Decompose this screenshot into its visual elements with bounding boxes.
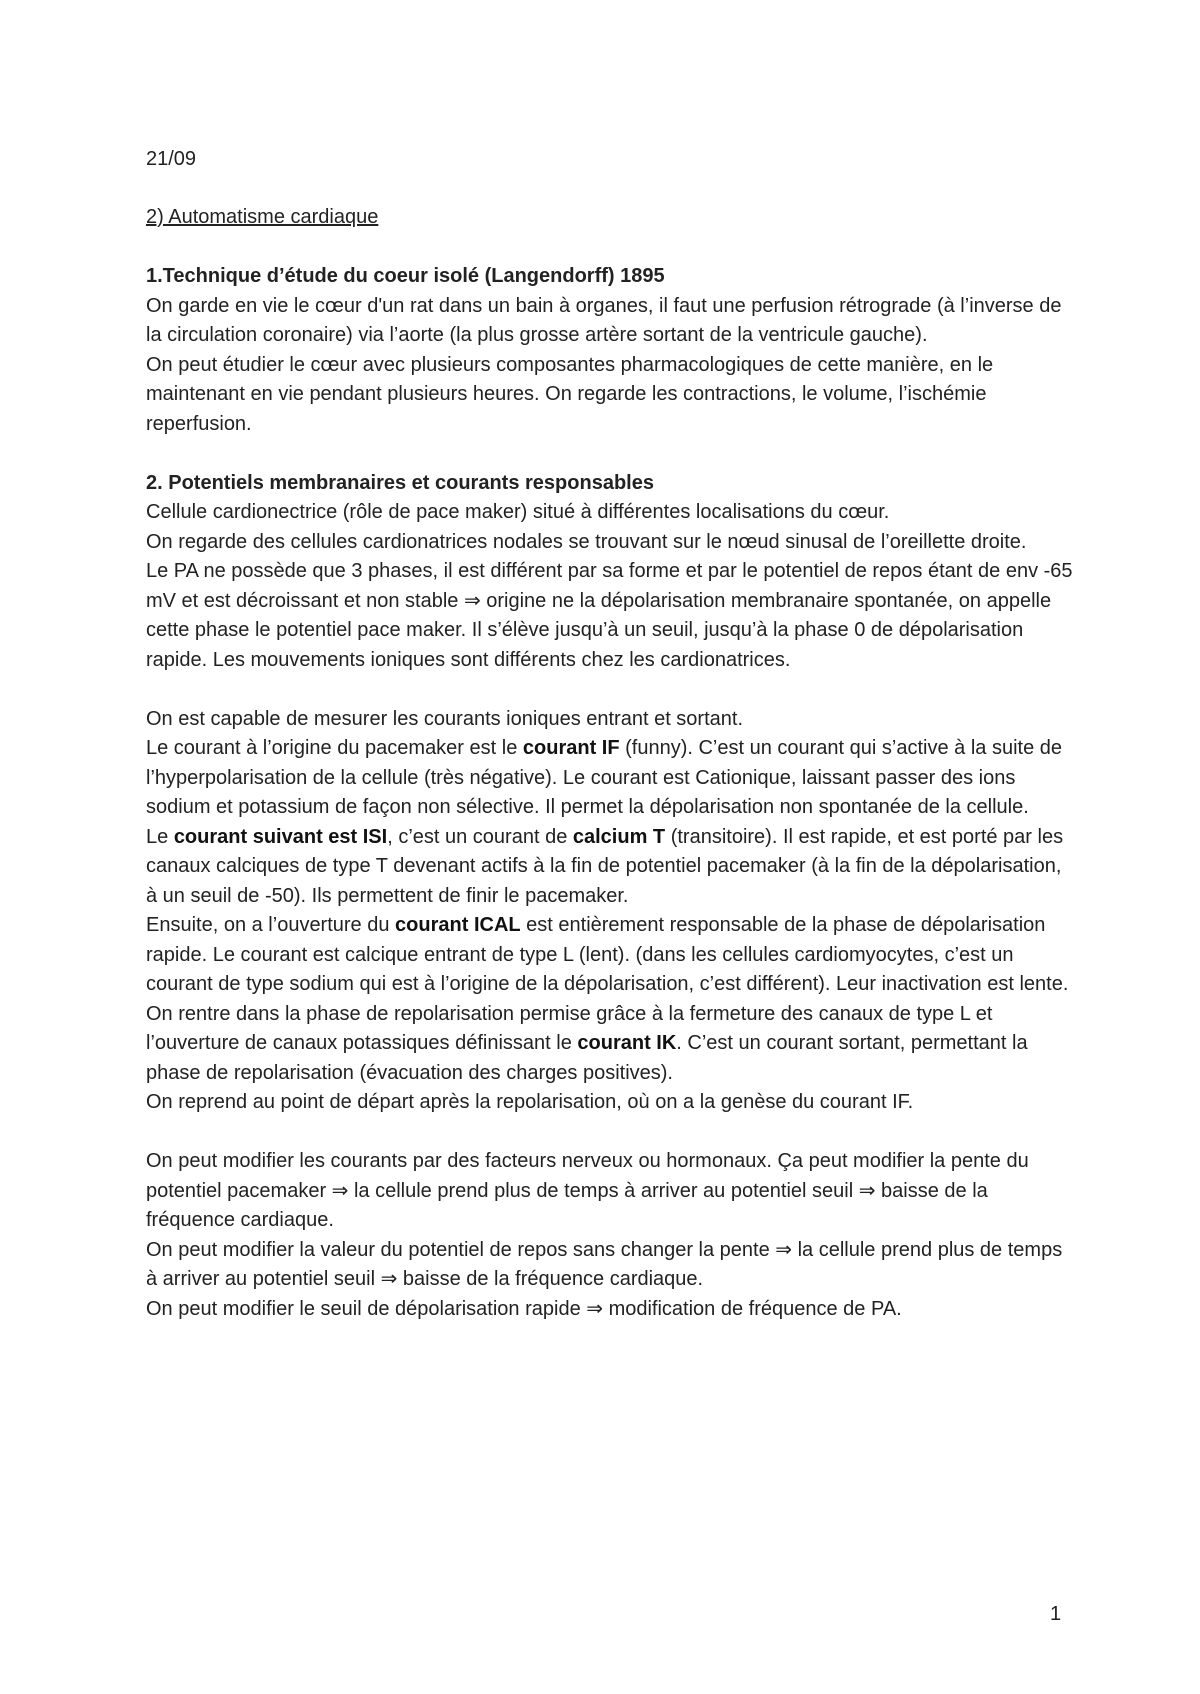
paragraph: On peut modifier le seuil de dépolarisation rapide ⇒ modification de fréquence de PA. — [146, 1297, 902, 1320]
bold-term: courant suivant est ISI — [173, 825, 388, 848]
text-run: Le — [146, 825, 174, 848]
paragraph-courant-ical — [146, 911, 1076, 1000]
paragraph: On peut modifier la valeur du potentiel de repos sans changer la pente ⇒ la cellule prend plus de temps à arriver au potentiel seuil ⇒ baisse de la fréquence cardiaque. — [146, 1238, 1063, 1290]
bold-term: calcium T — [572, 825, 666, 848]
text-run: (funny). C’est un courant qui s’active à la suite de l’hyperpolarisation de la cellule (très négative). Le courant est Cationique, laissant passer des ions sodium et potassium de façon non sélective. Il permet la dépolarisation non spontanée de la cellule. — [146, 737, 1063, 818]
chapter-title: 2) Automatisme cardiaque — [146, 206, 379, 228]
text-run: (transitoire). Il est rapide, et est porté par les canaux calciques de type T devenant actifs à la fin de potentiel pacemaker (à la fin de la dépolarisation, à un seuil de -50). Ils permettent de finir le pacemaker. — [146, 825, 1064, 907]
paragraph: On regarde des cellules cardionatrices nodales se trouvant sur le nœud sinusal de l’oreillette droite. — [146, 530, 1027, 553]
paragraph: On reprend au point de départ après la repolarisation, où on a la genèse du courant IF. — [146, 1091, 914, 1113]
text-run: est entièrement responsable de la phase de dépolarisation rapide. Le courant est calcique entrant de type L (lent). (dans les cellules cardiomyocytes, c’est un courant de type sodium qui est à l’origine de la dépolarisation, c’est différent). Leur inactivation est lente. — [146, 914, 1069, 995]
text-run: Ensuite, on a l’ouverture du — [146, 914, 396, 936]
section-1-heading: 1.Technique d’étude du coeur isolé (Langendorff) 1895 — [146, 265, 665, 287]
paragraph: Cellule cardionectrice (rôle de pace maker) situé à différentes localisations du cœur. — [146, 501, 890, 523]
paragraph: On peut étudier le cœur avec plusieurs composantes pharmacologiques de cette manière, en le maintenant en vie pendant plusieurs heures. On regarde les contractions, le volume, l’ischémie reperfusion. — [146, 353, 994, 435]
bold-term: courant ICAL — [395, 914, 521, 936]
text-run: Le courant à l’origine du pacemaker est le — [146, 737, 523, 759]
bold-term: courant IF — [522, 737, 620, 759]
document-body — [146, 262, 1076, 1324]
paragraph: On peut modifier les courants par des facteurs nerveux ou hormonaux. Ça peut modifier la pente du potentiel pacemaker ⇒ la cellule prend plus de temps à arriver au potentiel seuil ⇒ baisse de la fréquence cardiaque. — [146, 1150, 1029, 1231]
text-run: , c’est un courant de — [387, 825, 573, 848]
blank-line — [146, 1118, 1076, 1148]
bold-term: courant IK — [577, 1032, 677, 1054]
blank-line — [146, 675, 1076, 705]
date: 21/09 — [146, 148, 197, 170]
paragraph: On est capable de mesurer les courants ioniques entrant et sortant. — [146, 707, 744, 730]
section-2-heading: 2. Potentiels membranaires et courants responsables — [146, 471, 654, 494]
paragraph-courant-ik — [146, 1000, 1076, 1089]
blank-line — [146, 439, 1076, 469]
text-run: . C’est un courant sortant, permettant la phase de repolarisation (évacuation des charges positives). — [146, 1032, 1028, 1084]
paragraph-courant-isi — [146, 823, 1076, 912]
page-number: 1 — [1050, 1603, 1062, 1625]
paragraph-courant-if — [146, 734, 1076, 823]
paragraph: Le PA ne possède que 3 phases, il est différent par sa forme et par le potentiel de repos étant de env -65 mV et est décroissant et non stable ⇒ origine ne la dépolarisation membranaire spontanée, on appelle cette phase le potentiel pace maker. Il s’élève jusqu’à un seuil, jusqu’à la phase 0 de dépolarisation rapide. Les mouvements ioniques sont différents chez les cardionatrices. — [146, 560, 1073, 671]
paragraph: On garde en vie le cœur d'un rat dans un bain à organes, il faut une perfusion rétrograde (à l’inverse de la circulation coronaire) via l’aorte (la plus grosse artère sortant de la ventricule gauche). — [146, 294, 1062, 346]
text-run: On rentre dans la phase de repolarisation permise grâce à la fermeture des canaux de type L et l’ouverture de canaux potassiques définissant le — [146, 1002, 993, 1054]
